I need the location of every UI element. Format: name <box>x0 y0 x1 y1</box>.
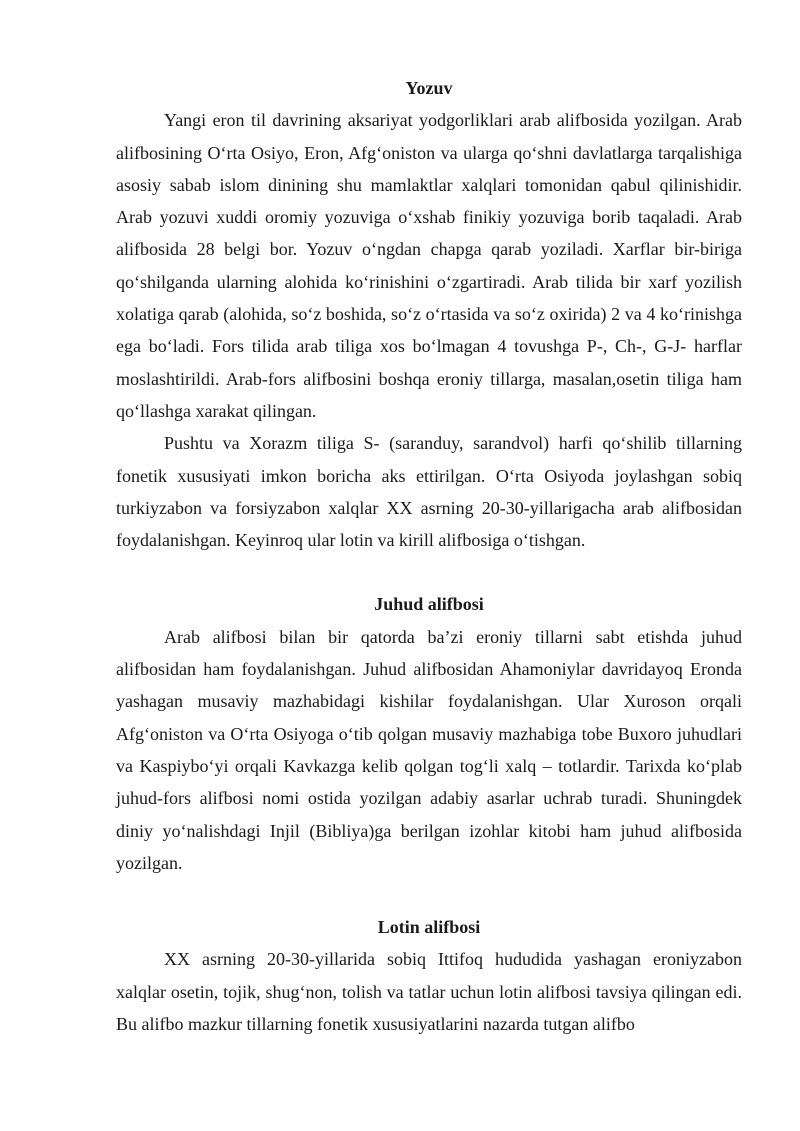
paragraph: XX asrning 20-30-yillarida sobiq Ittifoq hududida yashagan eroniyzabon xalqlar osetin, tojik, shug‘non, tolish va tatlar uchun lotin alifbosi tavsiya qilingan edi. Bu alifbo mazkur tillarning fonetik xususiyatlarini nazarda tutgan alifbo <box>116 949 742 1035</box>
section-heading-yozuv: Yozuv <box>405 78 453 98</box>
section-spacer <box>116 879 742 911</box>
section-spacer <box>116 556 742 588</box>
section-heading-juhud-alifbosi: Juhud alifbosi <box>374 594 484 615</box>
document-body <box>116 72 742 1040</box>
paragraph: Arab alifbosi bilan bir qatorda ba’zi eroniy tillarni sabt etishda juhud alifbosidan ham foydalanishgan. Juhud alifbosidan Ahamoniylar davridayoq Eronda yashagan musaviy mazhabidagi kishilar foydalanishgan. Ular Xuroson orqali Afg‘oniston va O‘rta Osiyoga o‘tib qolgan musaviy mazhabiga tobe Buxoro juhudlari va Kaspiybo‘yi orqali Kavkazga kelib qolgan tog‘li xalq – totlardir. Tarixda ko‘plab juhud-fors alifbosi nomi ostida yozilgan adabiy asarlar uchrab turadi. Shuningdek diniy yo‘nalishdagi Injil (Bibliya)ga berilgan izohlar kitobi ham juhud alifbosida yozilgan. <box>116 626 742 873</box>
section-heading-lotin-alifbosi: Lotin alifbosi <box>377 917 481 938</box>
paragraph: Pushtu va Xorazm tiliga S- (saranduy, sarandvol) harfi qo‘shilib tillarning fonetik xususiyati imkon boricha aks ettirilgan. O‘rta Osiyoda joylashgan sobiq turkiyzabon va forsiyzabon xalqlar XX asrning 20-30-yillarigacha arab alifbosidan foydalanishgan. Keyinroq ular lotin va kirill alifbosiga o‘tishgan. <box>116 433 742 551</box>
paragraph: Yangi eron til davrining aksariyat yodgorliklari arab alifbosida yozilgan. Arab alifbosining O‘rta Osiyo, Eron, Afg‘oniston va ularga qo‘shni davlatlarga tarqalishiga asosiy sabab islom dinining shu mamlaktlar xalqlari tomonidan qabul qilinishidir. Arab yozuvi xuddi oromiy yozuviga o‘xshab finikiy yozuviga borib taqaladi. Arab alifbosida 28 belgi bor. Yozuv o‘ngdan chapga qarab yoziladi. Xarflar bir-biriga qo‘shilganda ularning alohida ko‘rinishini o‘zgartiradi. Arab tilida bir xarf yozilish xolatiga qarab (alohida, so‘z boshida, so‘z o‘rtasida va so‘z oxirida) 2 va 4 ko‘rinishga ega bo‘ladi. Fors tilida arab tiliga xos bo‘lmagan 4 tovushga P-, Ch-, G-J- harflar moslashtirildi. Arab-fors alifbosini boshqa eroniy tillarga, masalan,osetin tiliga ham qo‘llashga xarakat qilingan. <box>116 110 742 421</box>
